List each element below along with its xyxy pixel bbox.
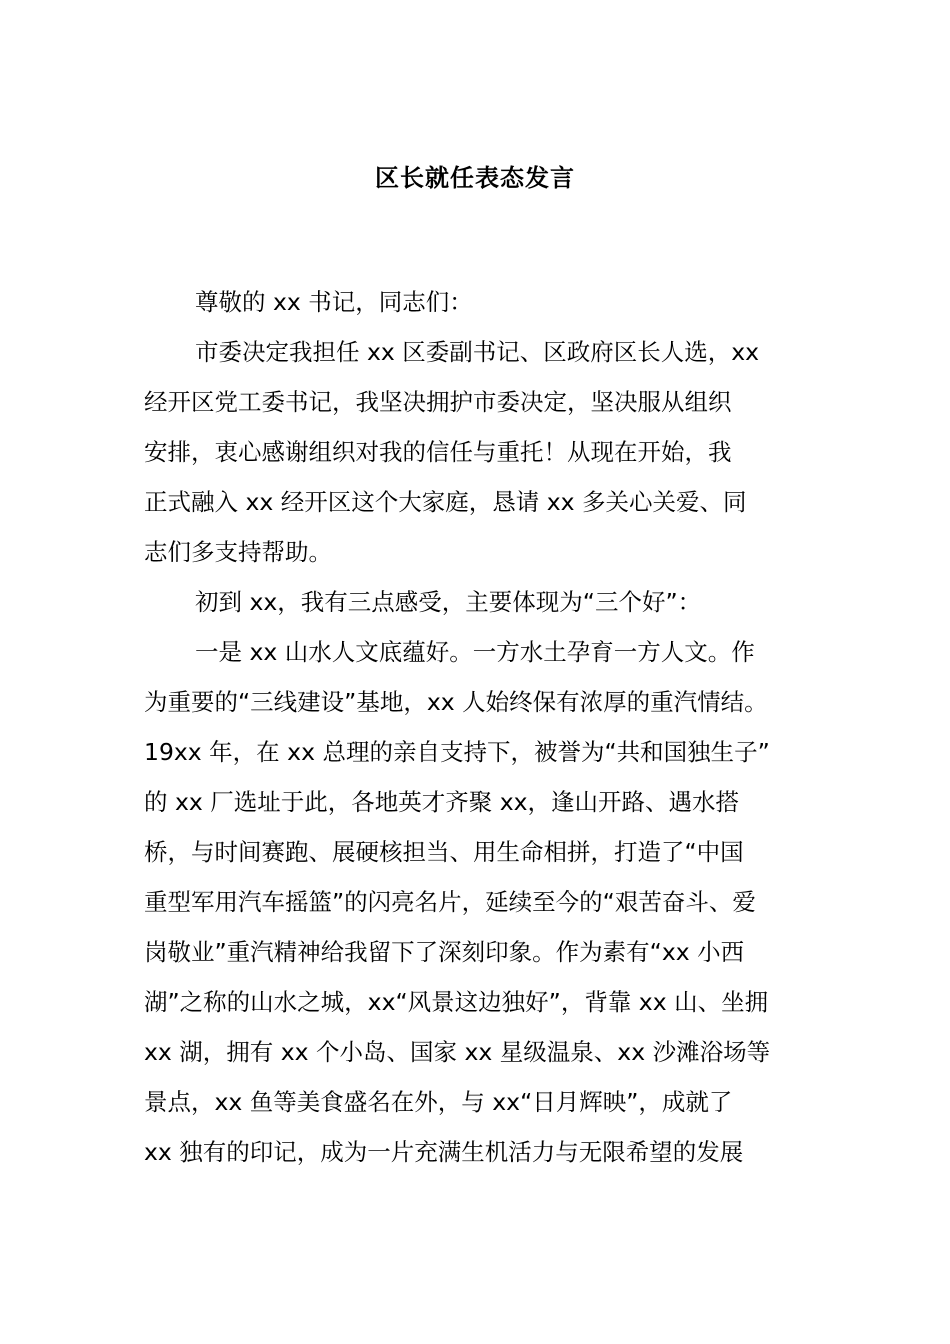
paragraph-line: 19xx 年，在 xx 总理的亲自支持下，被誉为“共和国独生子” (144, 738, 770, 766)
paragraph-line: 为重要的“三线建设”基地，xx 人始终保有浓厚的重汽情结。 (144, 688, 768, 716)
paragraph-line: 景点，xx 鱼等美食盛名在外，与 xx“日月辉映”，成就了 (144, 1088, 733, 1116)
paragraph-line: 经开区党工委书记，我坚决拥护市委决定，坚决服从组织 (144, 388, 732, 416)
document-title: 区长就任表态发言 (375, 164, 575, 192)
paragraph-line: 的 xx 厂选址于此，各地英才齐聚 xx，逢山开路、遇水搭 (144, 788, 740, 816)
paragraph-line: 市委决定我担任 xx 区委副书记、区政府区长人选，xx (195, 338, 760, 366)
salutation-line: 尊敬的 xx 书记，同志们： (195, 288, 473, 316)
paragraph-line: 岗敬业”重汽精神给我留下了深刻印象。作为素有“xx 小西 (144, 938, 745, 966)
paragraph-line: 志们多支持帮助。 (144, 538, 332, 566)
paragraph-line: 湖”之称的山水之城，xx“风景这边独好”，背靠 xx 山、坐拥 (144, 988, 769, 1016)
paragraph-line: 安排，衷心感谢组织对我的信任与重托！从现在开始，我 (144, 438, 732, 466)
document-body (144, 283, 824, 1183)
paragraph-line: 初到 xx，我有三点感受，主要体现为“三个好”： (195, 588, 702, 616)
paragraph-line: 桥，与时间赛跑、展硬核担当、用生命相拼，打造了“中国 (144, 838, 744, 866)
paragraph-line: 一是 xx 山水人文底蕴好。一方水土孕育一方人文。作 (195, 638, 755, 666)
paragraph-line: xx 湖，拥有 xx 个小岛、国家 xx 星级温泉、xx 沙滩浴场等 (144, 1038, 771, 1066)
paragraph-line: xx 独有的印记，成为一片充满生机活力与无限希望的发展 (144, 1138, 744, 1166)
paragraph-line: 重型军用汽车摇篮”的闪亮名片，延续至今的“艰苦奋斗、爱 (144, 888, 756, 916)
paragraph-line: 正式融入 xx 经开区这个大家庭，恳请 xx 多关心关爱、同 (144, 488, 747, 516)
